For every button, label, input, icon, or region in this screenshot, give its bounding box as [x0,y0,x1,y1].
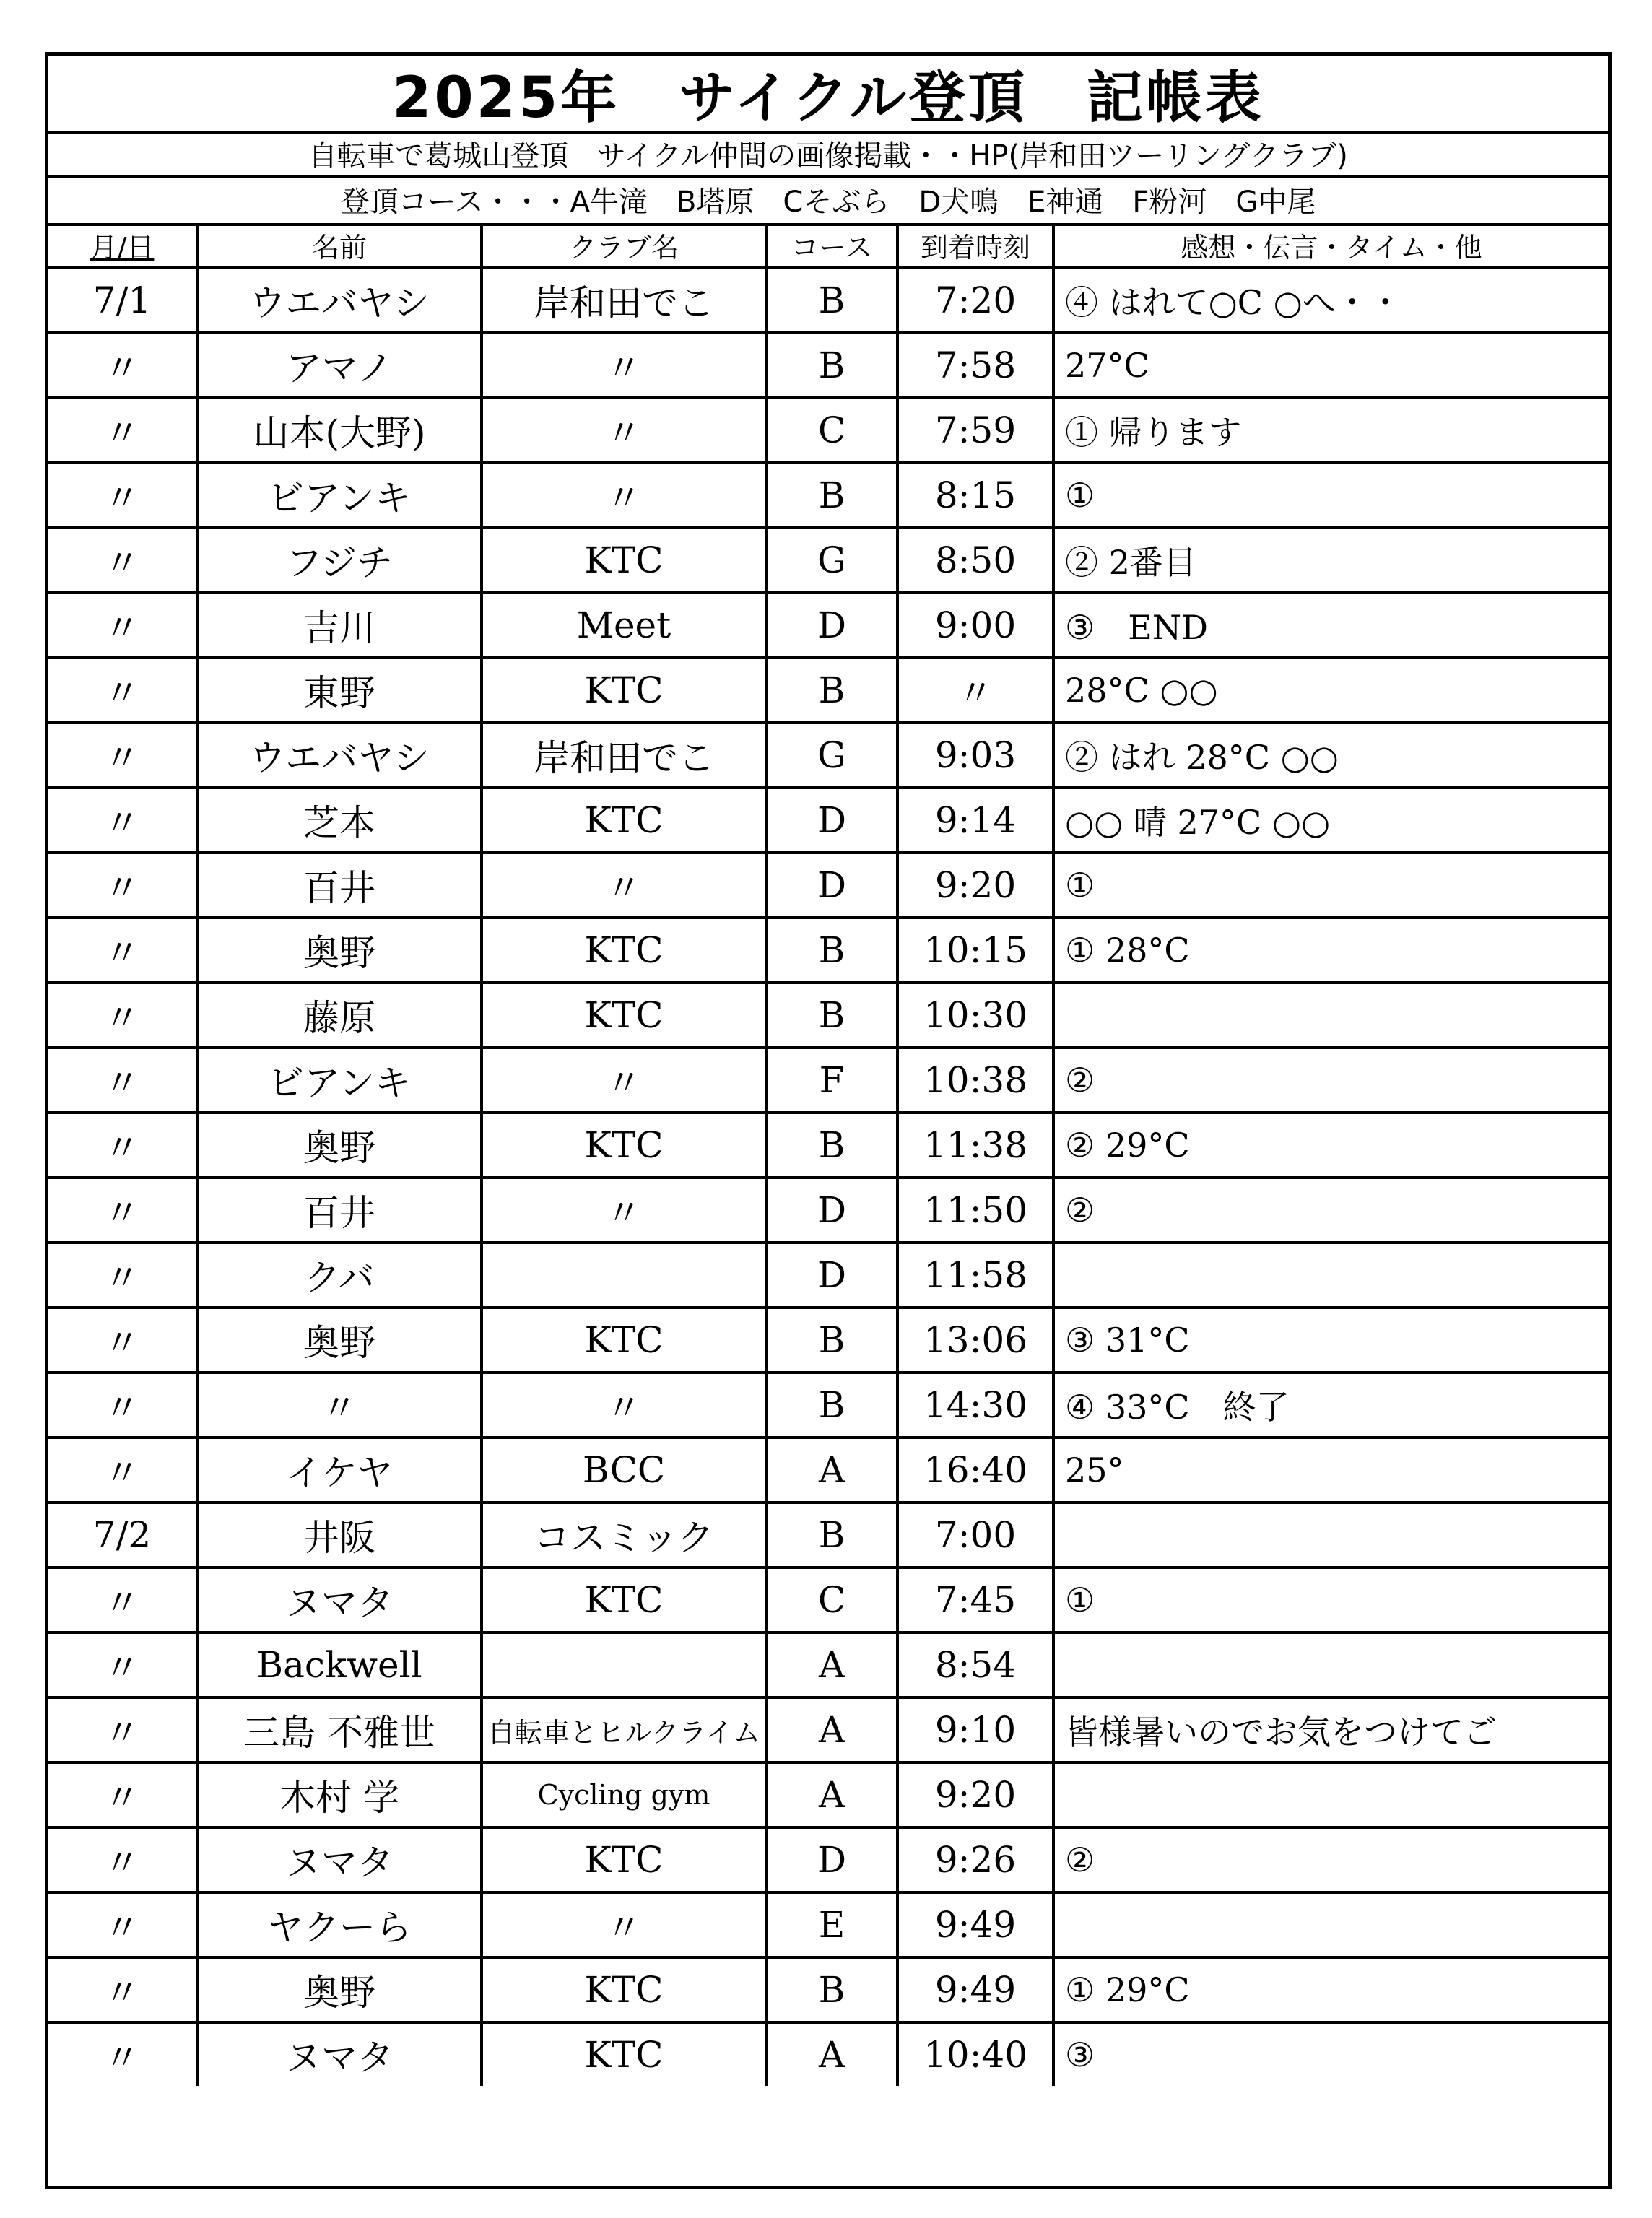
table-row [48,658,1608,723]
cell-name: ヌマタ [197,2022,482,2086]
cell-course: B [766,1502,897,1567]
table-row [48,853,1608,918]
cell-time: 9:49 [897,1892,1053,1957]
cell-memo: 28°C ○○ [1053,658,1608,723]
cell-name: ヌマタ [197,1827,482,1892]
cell-memo: ○○ 晴 27°C ○○ [1053,788,1608,853]
cell-club: 〃 [482,1892,766,1957]
cell-course: G [766,528,897,593]
cell-course: G [766,723,897,788]
cell-time: 7:58 [897,333,1053,398]
cell-memo: ① [1053,853,1608,918]
cell-name: 木村 学 [197,1762,482,1827]
cell-time: 9:00 [897,593,1053,658]
cell-course: D [766,1178,897,1243]
cell-date: 〃 [48,1438,197,1502]
cell-course: D [766,853,897,918]
cell-name: 百井 [197,853,482,918]
cell-memo: ③ 31°C [1053,1308,1608,1373]
cell-date: 〃 [48,1892,197,1957]
header-course: コース [766,223,897,268]
header-time: 到着時刻 [897,223,1053,268]
cell-memo: 25° [1053,1438,1608,1502]
cell-memo [1053,1243,1608,1308]
cell-club: 〃 [482,1048,766,1113]
cell-time: 7:00 [897,1502,1053,1567]
cell-date: 7/1 [48,268,197,333]
cell-time: 9:26 [897,1827,1053,1892]
table-row [48,1632,1608,1697]
table-row [48,268,1608,333]
cell-time: 7:59 [897,398,1053,463]
cell-date: 〃 [48,1178,197,1243]
cell-memo: ① 28°C [1053,918,1608,983]
cell-date: 〃 [48,723,197,788]
cell-club: Cycling gym [482,1762,766,1827]
cell-memo [1053,1892,1608,1957]
cell-name: 東野 [197,658,482,723]
cell-course: B [766,333,897,398]
cell-date: 〃 [48,1632,197,1697]
cell-date: 〃 [48,333,197,398]
cell-name: 奥野 [197,1957,482,2022]
cell-time: 10:38 [897,1048,1053,1113]
table-row [48,528,1608,593]
cell-club: コスミック [482,1502,766,1567]
cell-course: E [766,1892,897,1957]
cell-time: 7:45 [897,1567,1053,1632]
cell-date: 〃 [48,398,197,463]
cell-memo: ② [1053,1048,1608,1113]
cell-course: F [766,1048,897,1113]
cell-memo: ① [1053,1567,1608,1632]
cell-memo: 皆様暑いのでお気をつけてご [1053,1697,1608,1762]
cell-time: 8:15 [897,463,1053,528]
cell-time: 16:40 [897,1438,1053,1502]
table-row [48,333,1608,398]
cell-date: 〃 [48,983,197,1048]
cell-club: 岸和田でこ [482,268,766,333]
cell-name: 奥野 [197,918,482,983]
cell-club [482,1632,766,1697]
table-row [48,1438,1608,1502]
cell-name: ヤクーら [197,1892,482,1957]
cell-name: クバ [197,1243,482,1308]
cell-memo: ③ END [1053,593,1608,658]
cell-memo: ① [1053,463,1608,528]
cell-time: 8:50 [897,528,1053,593]
cell-time: 10:15 [897,918,1053,983]
cell-course: B [766,918,897,983]
cell-club: 岸和田でこ [482,723,766,788]
cell-time: 9:10 [897,1697,1053,1762]
cell-club: 自転車とヒルクライム [482,1697,766,1762]
cell-date: 〃 [48,528,197,593]
cell-memo [1053,983,1608,1048]
cell-club: KTC [482,983,766,1048]
cell-club: KTC [482,788,766,853]
cell-name: 藤原 [197,983,482,1048]
table-row [48,1178,1608,1243]
cell-date: 〃 [48,463,197,528]
table-row [48,1827,1608,1892]
table-row [48,1048,1608,1113]
cell-time: 7:20 [897,268,1053,333]
table-row [48,398,1608,463]
table-row [48,1567,1608,1632]
cell-club: 〃 [482,463,766,528]
cell-course: C [766,1567,897,1632]
cell-course: A [766,1762,897,1827]
cell-name: 〃 [197,1373,482,1438]
cell-club: KTC [482,528,766,593]
cell-memo: ① 帰ります [1053,398,1608,463]
cell-memo: ③ [1053,2022,1608,2086]
cell-name: アマノ [197,333,482,398]
cell-name: Backwell [197,1632,482,1697]
cell-club: KTC [482,918,766,983]
cell-name: 芝本 [197,788,482,853]
cell-club: KTC [482,1957,766,2022]
cell-course: B [766,1957,897,2022]
cell-club: Meet [482,593,766,658]
cell-memo: 27°C [1053,333,1608,398]
cell-name: フジチ [197,528,482,593]
cell-club: 〃 [482,333,766,398]
cell-name: ビアンキ [197,463,482,528]
cell-time: 9:14 [897,788,1053,853]
cell-date: 〃 [48,1762,197,1827]
table-row [48,1308,1608,1373]
cell-name: ウエバヤシ [197,268,482,333]
cell-course: B [766,1113,897,1178]
cell-date: 〃 [48,1827,197,1892]
cell-course: D [766,1827,897,1892]
log-body [48,268,1608,2086]
cell-time: 14:30 [897,1373,1053,1438]
cell-time: 13:06 [897,1308,1053,1373]
cell-time: 9:20 [897,853,1053,918]
cell-time: 11:58 [897,1243,1053,1308]
cell-date: 〃 [48,1308,197,1373]
log-sheet [45,52,1612,2189]
table-row [48,788,1608,853]
cell-time: 9:49 [897,1957,1053,2022]
table-row [48,1373,1608,1438]
table-row [48,983,1608,1048]
cell-date: 〃 [48,1373,197,1438]
cell-memo: ② [1053,1178,1608,1243]
table-row [48,1762,1608,1827]
table-row [48,2022,1608,2086]
cell-memo [1053,1762,1608,1827]
header-memo: 感想・伝言・タイム・他 [1053,223,1608,268]
cell-memo: ① 29°C [1053,1957,1608,2022]
table-row [48,463,1608,528]
cell-date: 〃 [48,1113,197,1178]
cell-time: 9:03 [897,723,1053,788]
cell-club: 〃 [482,398,766,463]
page-subtitle: 自転車で葛城山登頂 サイクル仲間の画像掲載・・HP(岸和田ツーリングクラブ) [48,131,1608,178]
cell-memo: ② [1053,1827,1608,1892]
cell-memo: ② 29°C [1053,1113,1608,1178]
cell-name: 山本(大野) [197,398,482,463]
cell-course: B [766,1373,897,1438]
cell-date: 〃 [48,853,197,918]
cell-name: 奥野 [197,1308,482,1373]
cell-memo: ② はれ 28°C ○○ [1053,723,1608,788]
cell-course: A [766,2022,897,2086]
page-title: 2025年 サイクル登頂 記帳表 [48,56,1608,134]
cell-name: ウエバヤシ [197,723,482,788]
cell-course: A [766,1697,897,1762]
cell-name: 吉川 [197,593,482,658]
table-row [48,1243,1608,1308]
cell-memo: ④ はれて○C ○へ・・ [1053,268,1608,333]
cell-course: B [766,463,897,528]
cell-club: KTC [482,658,766,723]
cell-memo: ④ 33°C 終了 [1053,1373,1608,1438]
table-row [48,1892,1608,1957]
header-name: 名前 [197,223,482,268]
cell-time: 10:40 [897,2022,1053,2086]
cell-time: 8:54 [897,1632,1053,1697]
cell-date: 〃 [48,788,197,853]
cell-course: B [766,658,897,723]
cell-course: D [766,788,897,853]
cell-course: A [766,1438,897,1502]
cell-memo [1053,1502,1608,1567]
cell-date: 〃 [48,1243,197,1308]
cell-name: 井阪 [197,1502,482,1567]
cell-course: D [766,593,897,658]
cell-time: 10:30 [897,983,1053,1048]
cell-date: 〃 [48,658,197,723]
cell-date: 〃 [48,1697,197,1762]
cell-name: ビアンキ [197,1048,482,1113]
cell-date: 7/2 [48,1502,197,1567]
cell-name: 百井 [197,1178,482,1243]
table-row [48,1502,1608,1567]
course-legend: 登頂コース・・・A牛滝 B塔原 Cそぶら D犬鳴 E神通 F粉河 G中尾 [48,175,1608,226]
cell-name: 三島 不雅世 [197,1697,482,1762]
cell-club: 〃 [482,1373,766,1438]
cell-club: KTC [482,2022,766,2086]
cell-date: 〃 [48,1567,197,1632]
table-row [48,1697,1608,1762]
cell-course: B [766,268,897,333]
header-date: 月/日 [48,223,197,268]
cell-club: KTC [482,1308,766,1373]
cell-memo: ② 2番目 [1053,528,1608,593]
table-row [48,1957,1608,2022]
cell-club: KTC [482,1827,766,1892]
cell-course: A [766,1632,897,1697]
header-club: クラブ名 [482,223,766,268]
cell-club: 〃 [482,1178,766,1243]
cell-club: 〃 [482,853,766,918]
cell-date: 〃 [48,1957,197,2022]
header-row [48,223,1608,268]
cell-club: KTC [482,1567,766,1632]
cell-time: 9:20 [897,1762,1053,1827]
cell-course: B [766,983,897,1048]
cell-course: B [766,1308,897,1373]
cell-name: イケヤ [197,1438,482,1502]
cell-course: D [766,1243,897,1308]
cell-date: 〃 [48,1048,197,1113]
cell-time: 11:38 [897,1113,1053,1178]
cell-time: 11:50 [897,1178,1053,1243]
table-row [48,918,1608,983]
cell-club: KTC [482,1113,766,1178]
log-table [48,223,1608,2086]
cell-course: C [766,398,897,463]
cell-name: 奥野 [197,1113,482,1178]
cell-date: 〃 [48,593,197,658]
cell-memo [1053,1632,1608,1697]
table-row [48,723,1608,788]
cell-club: BCC [482,1438,766,1502]
cell-date: 〃 [48,918,197,983]
table-row [48,1113,1608,1178]
cell-date: 〃 [104,2037,140,2079]
cell-club [482,1243,766,1308]
table-row [48,593,1608,658]
cell-name: ヌマタ [197,1567,482,1632]
cell-time: 〃 [897,658,1053,723]
